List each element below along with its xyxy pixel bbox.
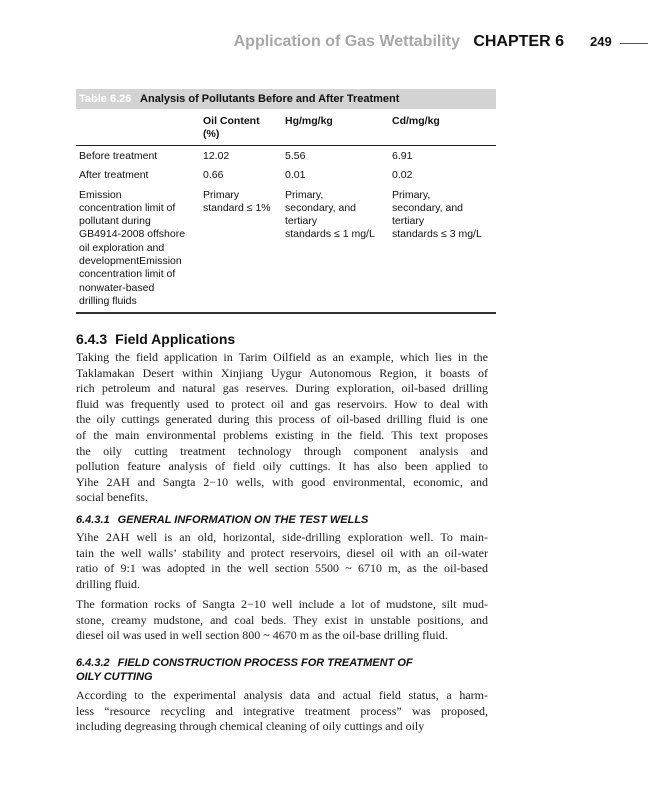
cell-text-line: Primary,	[392, 188, 431, 201]
text-line: social benefits.	[76, 490, 148, 505]
oil-content-value	[200, 185, 282, 314]
running-head	[0, 33, 648, 53]
subsection-title: GENERAL INFORMATION ON THE TEST WELLS	[117, 514, 369, 526]
text-line: ratio of 9:1 was adopted in the well section 5500 ~ 6710 m, as the oil-based	[76, 561, 488, 576]
cell-text-line: GB4914-2008 offshore	[79, 228, 186, 241]
text-line: Taking the field application in Tarim Oilfield as an example, which lies in the	[76, 350, 488, 364]
text-line: The formation rocks of Sangta 2−10 well include a lot of mudstone, silt mud-	[76, 597, 488, 611]
text-line: stone, creamy mudstone, and coal beds. They exist in unstable positions, and	[76, 612, 488, 627]
table-row	[76, 146, 496, 166]
cell-text-line: standards ≤ 3 mg/L	[392, 228, 482, 241]
header-oil-content	[200, 109, 282, 146]
header-hg	[282, 109, 389, 146]
cell-text-line: developmentEmission	[79, 255, 182, 268]
text-line: pollution feature analysis of field oily cuttings. It has also been applied to	[76, 459, 488, 474]
row-label	[76, 185, 200, 314]
cell-text-line: drilling fluids	[79, 294, 137, 307]
cell-text-line: tertiary	[285, 215, 318, 228]
header-empty	[76, 109, 200, 146]
text-line: Yihe 2AH well is an old, horizontal, side-drilling exploration well. To main-	[76, 530, 488, 544]
pollutant-table	[76, 89, 496, 314]
subsection-title-line-1: FIELD CONSTRUCTION PROCESS FOR TREATMENT OF	[117, 657, 413, 669]
table-row	[76, 165, 496, 184]
cell-text-line: Cd/mg/kg	[392, 115, 440, 127]
text-line: rich petroleum and natural gas reserves. During exploration, oil-based drilling	[76, 381, 488, 396]
cell-text-line: (%)	[203, 128, 220, 140]
text-line: Yihe 2AH and Sangta 2−10 wells, with good environmental, economic, and	[76, 474, 488, 489]
page-number: 249	[590, 34, 612, 49]
subsection-number: 6.4.3.2	[76, 657, 110, 669]
cell-text-line: concentration limit of	[79, 201, 176, 214]
cell-text-line: After treatment	[79, 169, 149, 182]
table-row	[76, 185, 496, 314]
cell-text-line: 12.02	[203, 150, 230, 162]
cell-text-line: 6.91	[392, 150, 413, 162]
cell-text-line: Before treatment	[79, 150, 158, 162]
table-label: Table 6.26	[79, 93, 132, 105]
cell-text-line: 5.56	[285, 150, 306, 162]
cd-value	[389, 185, 496, 314]
subsection-title-line-2: OILY CUTTING	[76, 671, 153, 683]
cell-text-line: 0.02	[392, 169, 413, 182]
hg-value	[282, 146, 389, 166]
cell-text-line: Primary,	[285, 188, 324, 201]
subsection-heading-construction	[76, 656, 413, 684]
cell-text-line: nonwater-based	[79, 281, 155, 294]
running-head-title: Application of Gas Wettability	[233, 33, 460, 50]
cell-text-line: 0.01	[285, 169, 306, 182]
oil-content-value	[200, 165, 282, 184]
row-label	[76, 146, 200, 166]
subsection-heading-test-wells	[76, 513, 368, 527]
section-number: 6.4.3	[76, 331, 108, 347]
text-line: diesel oil was used in well section 800 ~ 4670 m as the oil-base drilling fluid.	[76, 628, 448, 643]
text-line: fluid was frequently used to protect oil and gas reservoirs. How to deal with	[76, 396, 488, 411]
text-line: of the main environmental problems existing in the field. This text proposes	[76, 427, 488, 442]
cell-text-line: Oil Content	[203, 115, 260, 127]
paragraph-sangta-well	[76, 597, 488, 644]
table-title: Analysis of Pollutants Before and After Treatment	[140, 93, 400, 105]
table-grid	[76, 109, 496, 314]
text-line: According to the experimental analysis data and actual field status, a harm-	[76, 688, 488, 702]
section-title: Field Applications	[115, 331, 236, 347]
row-label	[76, 165, 200, 184]
cell-text-line: tertiary	[392, 215, 425, 228]
text-line: tain the well walls’ stability and protect reservoirs, diesel oil with an oil-water	[76, 545, 488, 560]
text-line: including degreasing through chemical cleaning of oily cuttings and oily	[76, 719, 425, 734]
cell-text-line: Emission	[79, 188, 122, 201]
subsection-number: 6.4.3.1	[76, 514, 110, 526]
paragraph-construction-process	[76, 688, 488, 735]
header-rule	[620, 43, 648, 44]
oil-content-value	[200, 146, 282, 166]
cell-text-line: secondary, and	[285, 201, 357, 214]
cd-value	[389, 165, 496, 184]
cell-text-line: 0.66	[203, 169, 224, 182]
header-cd	[389, 109, 496, 146]
cell-text-line: oil exploration and	[79, 241, 165, 254]
cell-text-line: Primary	[203, 188, 240, 201]
cell-text-line: standards ≤ 1 mg/L	[285, 228, 375, 241]
paragraph-yihe-well	[76, 530, 488, 592]
text-line: the oily cuttings generated during this process of oil-based drilling fluid is one	[76, 412, 488, 427]
hg-value	[282, 185, 389, 314]
cell-text-line: pollutant during	[79, 215, 151, 228]
hg-value	[282, 165, 389, 184]
table-header-row	[76, 109, 496, 146]
section-heading	[76, 331, 235, 347]
text-line: less “resource recycling and integrative treatment process” was proposed,	[76, 703, 488, 718]
cd-value	[389, 146, 496, 166]
text-line: the oily cutting treatment technology through component analysis and	[76, 443, 488, 458]
paragraph-field-applications	[76, 350, 488, 506]
chapter-label: CHAPTER 6	[473, 33, 564, 50]
text-line: drilling fluid.	[76, 576, 140, 591]
cell-text-line: concentration limit of	[79, 268, 176, 281]
cell-text-line: Hg/mg/kg	[285, 115, 333, 127]
cell-text-line: standard ≤ 1%	[203, 201, 271, 214]
text-line: Taklamakan Desert within Xinjiang Uygur Autonomous Region, it boasts of	[76, 365, 488, 380]
cell-text-line: secondary, and	[392, 201, 464, 214]
table-caption	[76, 89, 496, 109]
